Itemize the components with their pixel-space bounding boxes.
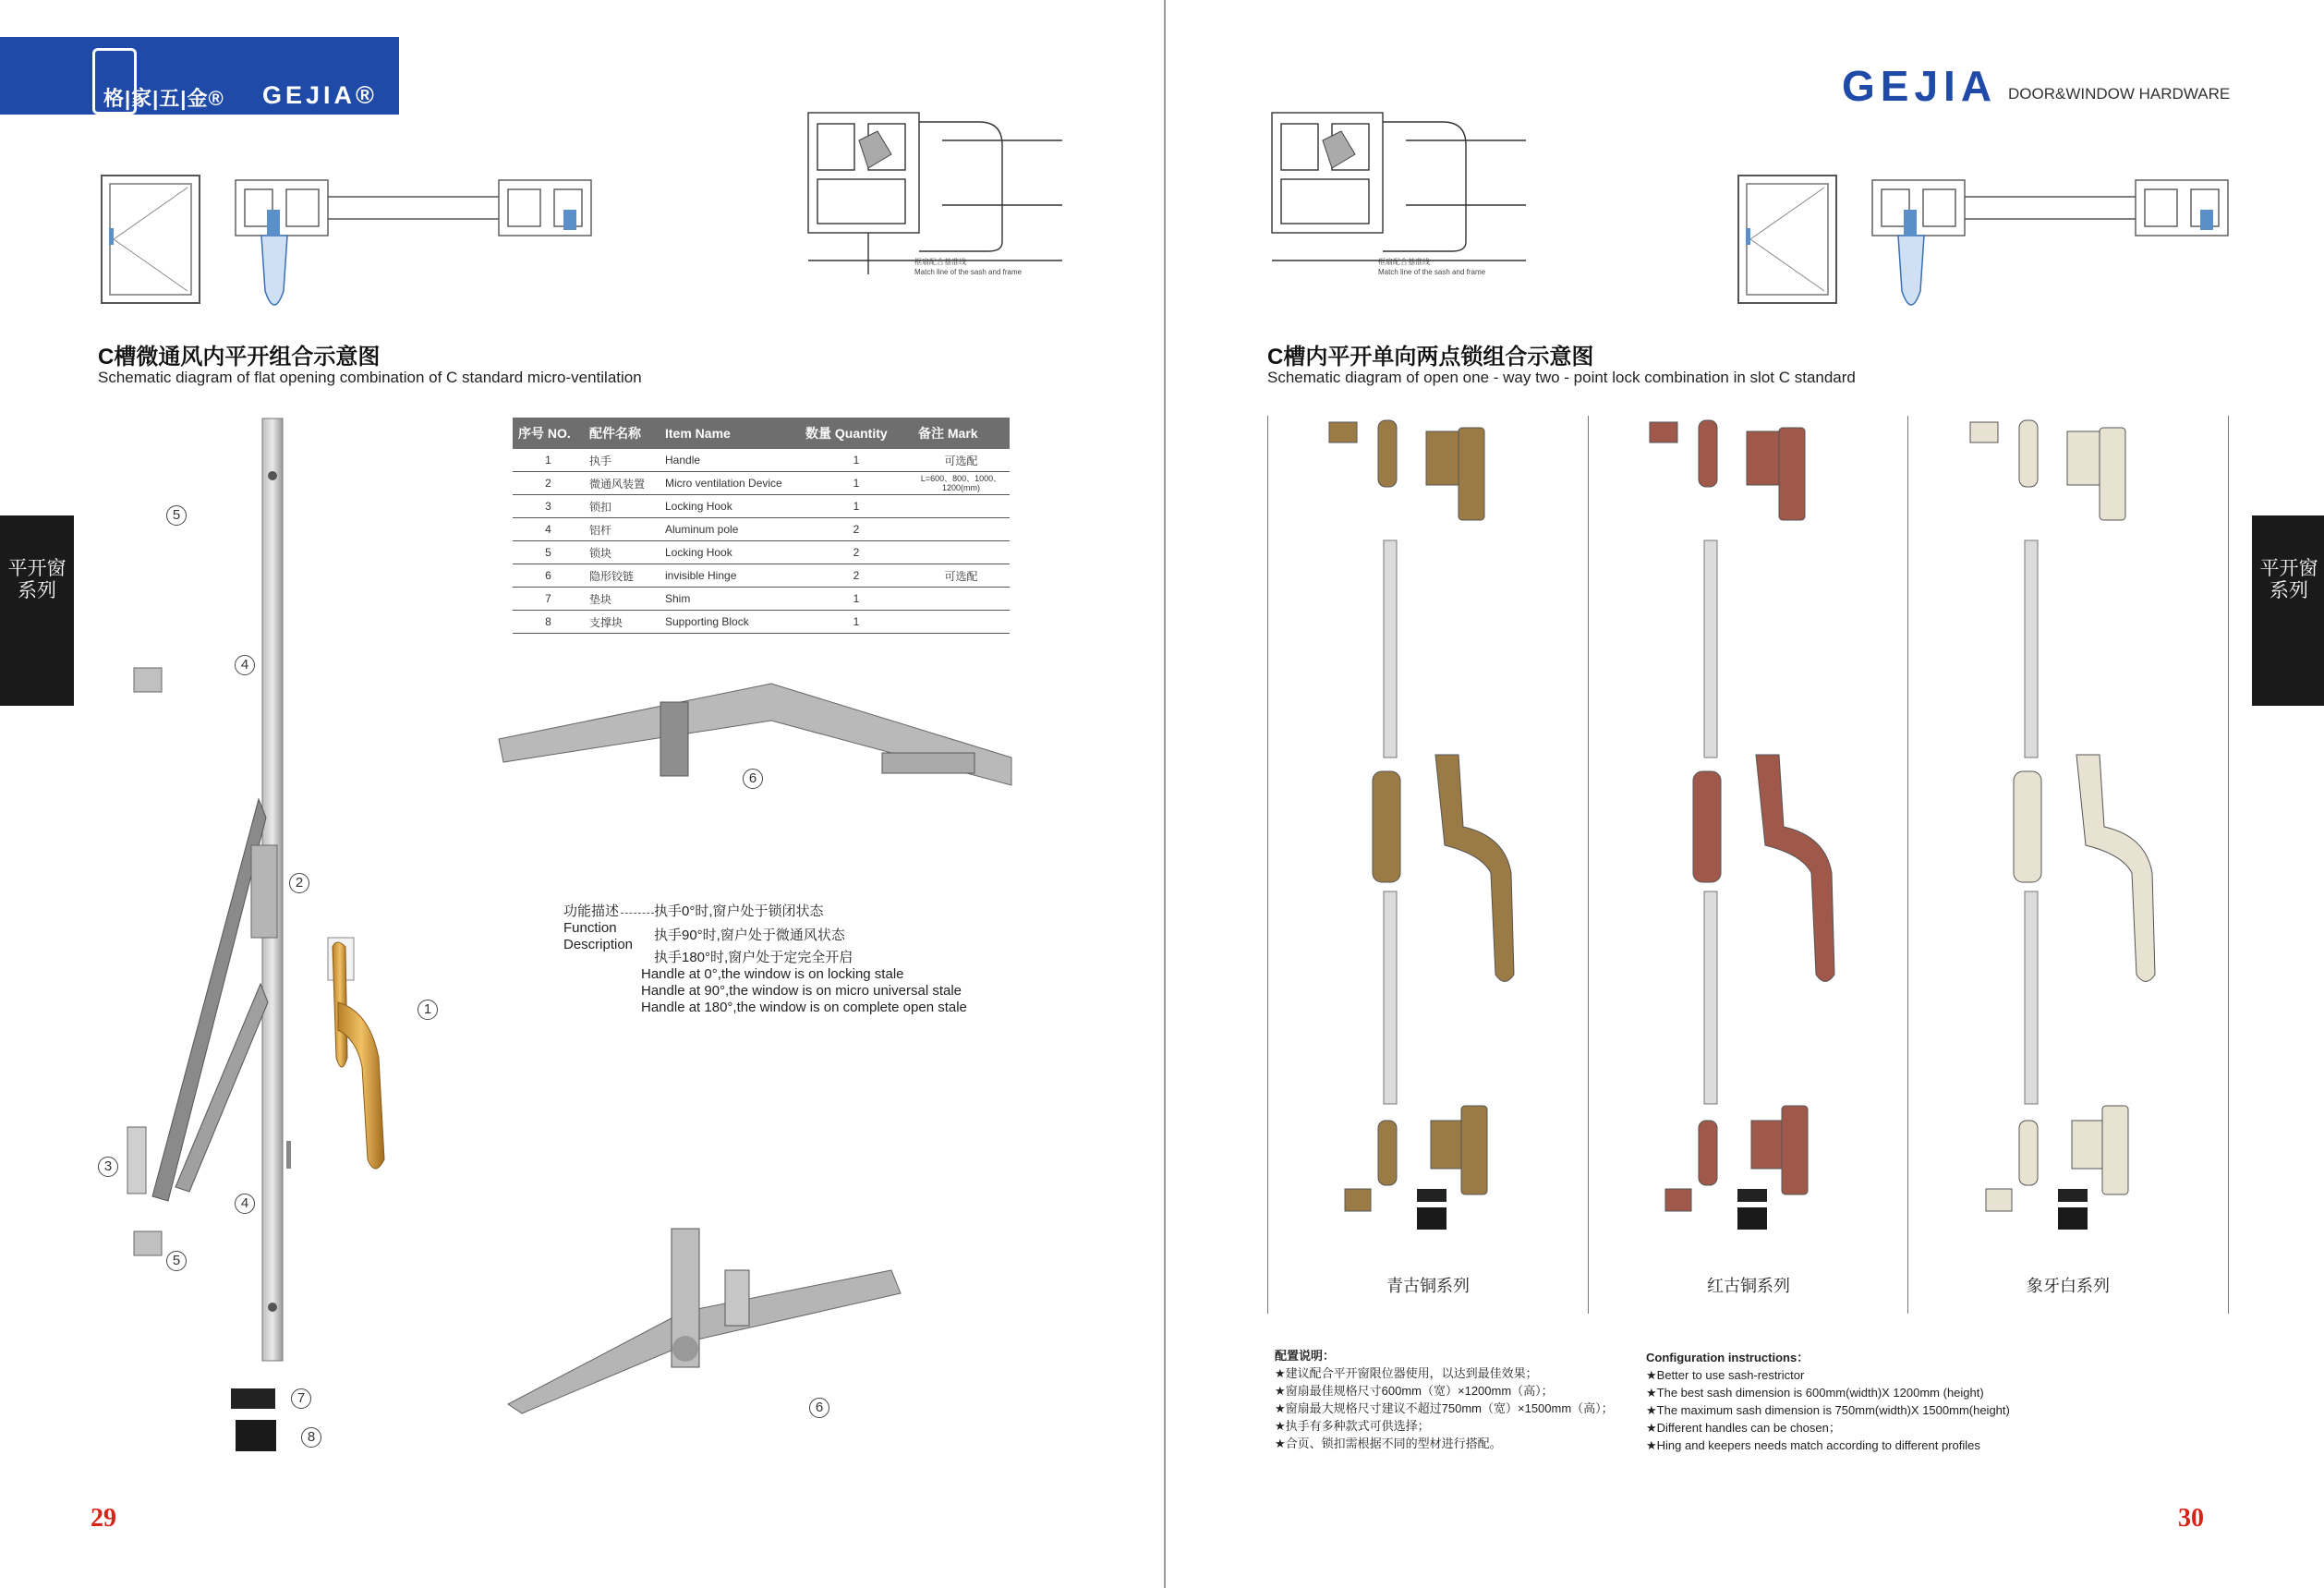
row-no: 1 <box>513 449 584 472</box>
ivory-support-block-icon <box>2058 1207 2088 1230</box>
row-qty: 2 <box>800 518 913 541</box>
ivory-hinge-barrel-bottom-icon <box>2102 1106 2128 1194</box>
table-row <box>513 588 1010 611</box>
bronze-keeper-top-icon <box>1329 422 1357 442</box>
logo-cn-text: 格|家|五|金® <box>103 87 224 110</box>
row-no: 7 <box>513 588 584 611</box>
page-title-en: Schematic diagram of open one - way two - point lock combination in slot C standard <box>1267 369 1856 386</box>
bronze-keeper-bottom-icon <box>1345 1189 1371 1211</box>
brand-logo: GEJIA <box>1842 62 1998 110</box>
row-cn: 微通风装置 <box>584 472 660 495</box>
red-copper-hinge-barrel-top-icon <box>1779 428 1805 520</box>
row-cn: 执手 <box>584 449 660 472</box>
ivory-handle-icon <box>2076 755 2155 982</box>
row-qty: 2 <box>800 541 913 564</box>
row-qty: 1 <box>800 611 913 634</box>
ivory-hinge-barrel-top-icon <box>2100 428 2125 520</box>
side-tab: 平开窗系列 <box>2252 515 2324 706</box>
drawing-note-en: Match line of the sash and frame <box>1378 268 1486 276</box>
row-en: Locking Hook <box>660 541 800 564</box>
function-cn-2: 执手90°时,窗户处于微通风状态 <box>654 927 845 943</box>
ivory-shim-icon <box>2058 1189 2088 1202</box>
config-cn-item: ★合页、锁扣需根据不同的型材进行搭配。 <box>1275 1436 1502 1450</box>
bronze-locking-block-top-icon <box>1378 420 1397 487</box>
row-cn: 垫块 <box>584 588 660 611</box>
ivory-keeper-top-icon <box>1970 422 1998 442</box>
series-label-red-copper: 红古铜系列 <box>1707 1277 1790 1295</box>
function-cn-1: 执手0°时,窗户处于锁闭状态 <box>654 903 824 919</box>
micro-ventilation-hardware-illustration <box>102 411 453 1464</box>
col-name-cn: 配件名称 <box>584 418 660 449</box>
row-mark <box>913 611 1010 634</box>
callout-6b: 6 <box>809 1398 829 1418</box>
config-cn-item: ★执手有多种款式可供选择； <box>1275 1419 1430 1433</box>
bronze-handle-icon <box>1435 755 1514 982</box>
callout-2: 2 <box>289 873 309 893</box>
callout-7: 7 <box>291 1388 311 1409</box>
red-copper-handle-icon <box>1756 755 1834 982</box>
function-en-2: Handle at 90°,the window is on micro universal stale <box>641 983 962 999</box>
row-en: Handle <box>660 449 800 472</box>
series-label-bronze: 青古铜系列 <box>1386 1277 1470 1295</box>
ivory-gearbox-icon <box>2014 771 2041 882</box>
row-no: 6 <box>513 564 584 588</box>
table-row <box>513 449 1010 472</box>
callout-5b: 5 <box>166 1251 187 1271</box>
function-en-1: Handle at 0°,the window is on locking stale <box>641 966 904 982</box>
function-label-en-2: Description <box>563 937 634 952</box>
row-cn: 锁块 <box>584 541 660 564</box>
row-mark <box>913 495 1010 518</box>
parts-table <box>513 418 1010 634</box>
col-qty: 数量 Quantity <box>800 418 913 449</box>
table-row <box>513 564 1010 588</box>
function-label-en-1: Function <box>563 920 617 936</box>
row-no: 5 <box>513 541 584 564</box>
ivory-rod-lower-icon <box>2025 891 2038 1104</box>
red-copper-shim-icon <box>1737 1189 1767 1202</box>
page-title-cn: C槽内平开单向两点锁组合示意图 <box>1267 345 1594 370</box>
config-en-heading: Configuration instructions： <box>1646 1351 1810 1364</box>
ivory-rod-upper-icon <box>2025 540 2038 758</box>
table-row <box>513 495 1010 518</box>
row-en: Micro ventilation Device <box>660 472 800 495</box>
config-en-item: ★Different handles can be chosen； <box>1646 1421 1841 1435</box>
bronze-hinge-barrel-top-icon <box>1459 428 1484 520</box>
row-cn: 铝杆 <box>584 518 660 541</box>
row-en: Supporting Block <box>660 611 800 634</box>
drawing-note-cn: 框扇配合基准线 <box>1378 258 1430 266</box>
col-mark: 备注 Mark <box>913 418 1010 449</box>
series-hardware-illustrations <box>1269 411 2226 1243</box>
row-no: 4 <box>513 518 584 541</box>
table-row <box>513 472 1010 495</box>
ivory-locking-block-top-icon <box>2019 420 2038 487</box>
config-en-item: ★The maximum sash dimension is 750mm(width)X 1500mm(height) <box>1646 1403 2010 1417</box>
row-qty: 1 <box>800 472 913 495</box>
brand-subtitle: DOOR&WINDOW HARDWARE <box>2008 85 2231 103</box>
page-number: 29 <box>91 1504 116 1533</box>
row-en: Shim <box>660 588 800 611</box>
series-divider <box>2228 416 2229 1314</box>
function-label-cn: 功能描述 <box>563 903 620 919</box>
function-en-3: Handle at 180°,the window is on complete open stale <box>641 1000 967 1015</box>
logo-brand: GEJIA® <box>262 81 378 109</box>
callout-6: 6 <box>743 769 763 789</box>
red-copper-rod-upper-icon <box>1704 540 1717 758</box>
series-label-ivory: 象牙白系列 <box>2027 1277 2110 1295</box>
callout-3: 3 <box>98 1157 118 1177</box>
invisible-hinge-bottom-illustration <box>503 1219 910 1423</box>
col-no: 序号 NO. <box>513 418 584 449</box>
callout-1: 1 <box>418 1000 438 1020</box>
config-cn <box>1275 1347 1644 1452</box>
row-mark <box>913 588 1010 611</box>
page-title-cn: C槽微通风内平开组合示意图 <box>98 345 381 370</box>
config-en-item: ★Hing and keepers needs match according to different profiles <box>1646 1438 1980 1452</box>
config-en-item: ★The best sash dimension is 600mm(width)X 1200mm (height) <box>1646 1386 1984 1400</box>
row-qty: 1 <box>800 588 913 611</box>
table-header-row <box>513 418 1010 449</box>
row-en: Locking Hook <box>660 495 800 518</box>
callout-4: 4 <box>235 655 255 675</box>
drawing-note-en: Match line of the sash and frame <box>914 268 1023 276</box>
side-tab: 平开窗系列 <box>0 515 74 706</box>
col-name-en: Item Name <box>660 418 800 449</box>
page-title-en: Schematic diagram of flat opening combination of C standard micro-ventilation <box>98 369 642 386</box>
function-leader-line <box>621 913 654 914</box>
row-mark: 可选配 <box>913 449 1010 472</box>
row-no: 2 <box>513 472 584 495</box>
right-page <box>1164 0 2324 1588</box>
row-en: invisible Hinge <box>660 564 800 588</box>
bronze-locking-block-bottom-icon <box>1378 1121 1397 1185</box>
ivory-locking-block-bottom-icon <box>2019 1121 2038 1185</box>
row-en: Aluminum pole <box>660 518 800 541</box>
drawing-note-cn: 框扇配合基准线 <box>914 258 966 266</box>
red-copper-locking-block-bottom-icon <box>1699 1121 1717 1185</box>
series-divider <box>1267 416 1268 1314</box>
config-cn-item: ★窗扇最佳规格尺寸600mm（宽）×1200mm（高）； <box>1275 1384 1554 1398</box>
row-no: 8 <box>513 611 584 634</box>
row-qty: 2 <box>800 564 913 588</box>
bronze-rod-lower-icon <box>1384 891 1397 1104</box>
red-copper-locking-block-top-icon <box>1699 420 1717 487</box>
table-row <box>513 611 1010 634</box>
red-copper-gearbox-icon <box>1693 771 1721 882</box>
callout-8: 8 <box>301 1427 321 1448</box>
table-row <box>513 518 1010 541</box>
row-mark: L=600、800、1000、1200(mm) <box>913 472 1010 495</box>
row-no: 3 <box>513 495 584 518</box>
window-section-drawing <box>97 171 614 328</box>
page-number: 30 <box>2178 1504 2204 1533</box>
window-section-drawing <box>1734 171 2251 328</box>
red-copper-hinge-barrel-bottom-icon <box>1782 1106 1808 1194</box>
bronze-support-block-icon <box>1417 1207 1446 1230</box>
config-cn-item: ★窗扇最大规格尺寸建议不超过750mm（宽）×1500mm（高）； <box>1275 1401 1614 1415</box>
callout-5: 5 <box>166 505 187 526</box>
red-copper-keeper-bottom-icon <box>1665 1189 1691 1211</box>
config-en-item: ★Better to use sash-restrictor <box>1646 1368 1805 1382</box>
red-copper-keeper-top-icon <box>1650 422 1677 442</box>
red-copper-support-block-icon <box>1737 1207 1767 1230</box>
row-qty: 1 <box>800 495 913 518</box>
red-copper-rod-lower-icon <box>1704 891 1717 1104</box>
config-cn-heading: 配置说明： <box>1275 1349 1336 1363</box>
bronze-rod-upper-icon <box>1384 540 1397 758</box>
config-cn-item: ★建议配合平开窗限位器使用，以达到最佳效果； <box>1275 1366 1538 1380</box>
function-cn-3: 执手180°时,窗户处于定完全开启 <box>654 950 853 965</box>
ivory-keeper-bottom-icon <box>1986 1189 2012 1211</box>
bronze-shim-icon <box>1417 1189 1446 1202</box>
row-mark: 可选配 <box>913 564 1010 588</box>
row-mark <box>913 541 1010 564</box>
row-cn: 隐形铰链 <box>584 564 660 588</box>
table-row <box>513 541 1010 564</box>
bronze-hinge-barrel-bottom-icon <box>1461 1106 1487 1194</box>
callout-4b: 4 <box>235 1194 255 1214</box>
row-cn: 支撑块 <box>584 611 660 634</box>
config-en <box>1646 1349 2034 1454</box>
row-qty: 1 <box>800 449 913 472</box>
row-cn: 锁扣 <box>584 495 660 518</box>
row-mark <box>913 518 1010 541</box>
bronze-gearbox-icon <box>1373 771 1400 882</box>
